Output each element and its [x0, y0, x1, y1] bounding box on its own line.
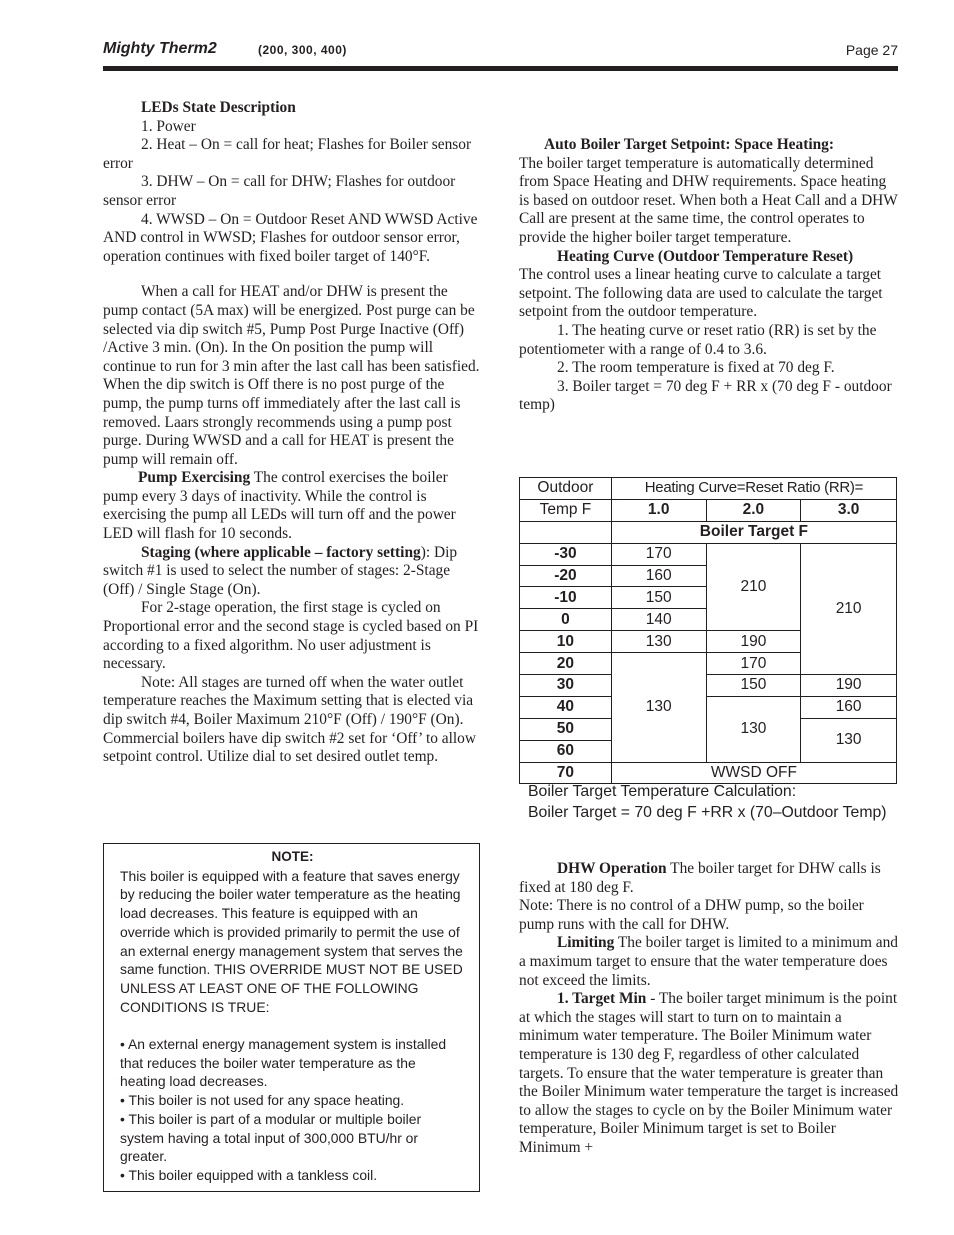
- outdoor-temp: -20: [520, 565, 612, 587]
- pump-exercising-heading: Pump Exercising: [138, 469, 251, 487]
- table-cell: 210: [801, 543, 897, 674]
- target-min-text: - The boiler target minimum is the point at which the stages will start to turn on to maintain a minimum water temperature. The Boiler Minimum water temperature is 130 deg F, regardless of other calculated targets. To ensure that the water temperature is greater than the Boiler Minimum water temperature the target is increased to allow the stages to cycle on by the Boiler Minimum water temperature, Boiler Minimum target is set to Boiler Minimum +: [519, 990, 899, 1156]
- calc-formula: Boiler Target = 70 deg F +RR x (70–Outdoor Temp): [528, 803, 887, 821]
- list-item: • This boiler equipped with a tankless coil.: [120, 1166, 378, 1183]
- pump-exercising-paragraph: [103, 469, 483, 543]
- curve-item-2: 2. The room temperature is fixed at 70 deg F.: [557, 359, 835, 377]
- curve-item-3: 3. Boiler target = 70 deg F + RR x (70 deg F - outdoor temp): [519, 377, 892, 414]
- note-box: [103, 843, 480, 1192]
- dhw-heading: DHW Operation: [557, 860, 667, 877]
- table-cell: 210: [706, 543, 801, 631]
- list-item: • This boiler is not used for any space heating.: [120, 1092, 405, 1109]
- dhw-note: Note: There is no control of a DHW pump, so the boiler pump runs with the call for DHW.: [519, 897, 864, 933]
- table-cell: 130: [801, 718, 897, 762]
- outdoor-temp: 0: [520, 609, 612, 631]
- rr-value: 3.0: [801, 499, 897, 521]
- limiting-heading: Limiting: [557, 934, 615, 952]
- table-cell: 170: [611, 543, 706, 565]
- max-note-paragraph: Note: All stages are turned off when the water outlet temperature reaches the Maximum setting that is elected via dip switch #4, Boiler Maximum 210°F (Off) / 190°F (On). Commercial boilers have dip switch #2 set for ‘Off’ to allow setpoint control. Utilize dial to set desired outlet temp.: [103, 673, 476, 766]
- two-stage-paragraph: For 2-stage operation, the first stage is cycled on Proportional error and the second stage is cycled based on PI according to a fixed algorithm. No user adjustment is necessary.: [103, 599, 479, 673]
- table-cell: 140: [611, 609, 706, 631]
- calc-title: Boiler Target Temperature Calculation:: [528, 783, 797, 800]
- led-item-heat: 2. Heat – On = call for heat; Flashes for Boiler sensor error: [103, 136, 472, 172]
- target-min-heading: 1. Target Min: [557, 990, 647, 1008]
- curve-item-1: 1. The heating curve or reset ratio (RR) is set by the potentiometer with a range of 0.4 to 3.6.: [519, 321, 877, 358]
- auto-target-heading: Auto Boiler Target Setpoint: Space Heating:: [544, 136, 834, 153]
- table-cell: 130: [706, 696, 801, 762]
- led-item-dhw: 3. DHW – On = call for DHW; Flashes for outdoor sensor error: [103, 173, 456, 209]
- table-cell: 190: [801, 675, 897, 697]
- wwsd-cell: WWSD OFF: [611, 762, 896, 784]
- table-header-target: Boiler Target F: [611, 521, 896, 543]
- outdoor-temp: 70: [520, 762, 612, 784]
- right-column: [519, 136, 899, 415]
- staging-heading: Staging (where applicable – factory setting: [141, 543, 421, 561]
- target-min-paragraph: [519, 990, 899, 1157]
- staging-paragraph: [103, 544, 483, 600]
- pump-paragraph: When a call for HEAT and/or DHW is present the pump contact (5A max) will be energized. Post purge can be selected via dip switch #5, Pump Post Purge Inactive (Off) /Active 3 min. (On). In the On position the pump will continue to run for 3 min after the last call has been satisfied. When the dip switch is Off there is no post purge of the pump, the pump turns off immediately after the last call is removed. Laars strongly recommends using a pump post purge. During WWSD and a call for HEAT is present the pump will remain off.: [103, 283, 480, 468]
- rr-value: 2.0: [706, 499, 801, 521]
- dhw-text: The boiler target for DHW calls is fixed at 180 deg F.: [519, 860, 881, 896]
- table-header-outdoor: Outdoor: [520, 478, 612, 500]
- table-cell: 150: [706, 675, 801, 697]
- note-conditions-list: [120, 1035, 465, 1185]
- outdoor-temp: 30: [520, 675, 612, 697]
- heating-curve-heading: Heating Curve (Outdoor Temperature Reset): [557, 247, 854, 265]
- note-title: NOTE:: [271, 849, 314, 864]
- document-title: Mighty Therm2: [103, 40, 217, 57]
- table-cell: 170: [706, 653, 801, 675]
- heating-curve-text: The control uses a linear heating curve to calculate a target setpoint. The following data are used to calculate the target setpoint from the outdoor temperature.: [519, 266, 883, 321]
- outdoor-temp: 50: [520, 718, 612, 740]
- rr-value: 1.0: [611, 499, 706, 521]
- table-cell: 160: [801, 696, 897, 718]
- pump-exercising-text: The control exercises the boiler pump every 3 days of inactivity. While the control is exercising the pump all LEDs will turn off and the power LED will flash for 10 seconds.: [103, 469, 456, 543]
- table-cell: 190: [706, 631, 801, 653]
- target-calculation: [528, 782, 893, 823]
- leds-heading: LEDs State Description: [141, 99, 296, 116]
- auto-target-text: The boiler target temperature is automatically determined from Space Heating and DHW requirements. Space heating is based on outdoor reset. When both a Heat Call and a DHW Call are present at the same time, the control operates to provide the higher boiler target temperature.: [519, 154, 898, 246]
- list-item: • This boiler is part of a modular or multiple boiler system having a total input of 300,000 BTU/hr or greater.: [120, 1110, 422, 1165]
- staging-text: ): Dip switch #1 is used to select the number of stages: 2-Stage (Off) / Single Stage (On).: [103, 543, 458, 598]
- header-rule: [103, 66, 898, 71]
- outdoor-temp: 10: [520, 631, 612, 653]
- note-body: This boiler is equipped with a feature that saves energy by reducing the boiler water temperature as the heating load decreases. This feature is equipped with an override which is provided primarily to permit the use of an external energy management system that serves the same function. THIS OVERRIDE MUST NOT BE USED UNLESS AT LEAST ONE OF THE FOLLOWING CONDITIONS IS TRUE:: [120, 867, 463, 1015]
- table-cell: 160: [611, 565, 706, 587]
- table-cell: 130: [611, 653, 706, 762]
- page-header: [103, 40, 898, 64]
- outdoor-temp: 20: [520, 653, 612, 675]
- page-number: Page 27: [845, 42, 898, 58]
- table-cell: 130: [611, 631, 706, 653]
- reset-ratio-table: [519, 477, 897, 784]
- dhw-paragraph: [519, 860, 899, 897]
- outdoor-temp: -30: [520, 543, 612, 565]
- table-header-temp: Temp F: [520, 499, 612, 521]
- table-header-curve: Heating Curve=Reset Ratio (RR)=: [611, 478, 896, 500]
- outdoor-temp: 40: [520, 696, 612, 718]
- right-column-lower: [519, 860, 899, 1158]
- led-item-wwsd: 4. WWSD – On = Outdoor Reset AND WWSD Active AND control in WWSD; Flashes for outdoor sensor error, operation continues with fixed boiler target of 140°F.: [103, 210, 478, 265]
- led-item-power: 1. Power: [141, 117, 196, 135]
- outdoor-temp: -10: [520, 587, 612, 609]
- list-item: • An external energy management system is installed that reduces the boiler water temperature as the heating load decreases.: [120, 1036, 447, 1090]
- limiting-paragraph: [519, 934, 899, 990]
- outdoor-temp: 60: [520, 740, 612, 762]
- limiting-text: The boiler target is limited to a minimum and a maximum target to ensure that the water temperature does not exceed the limits.: [519, 934, 898, 989]
- table-cell: 150: [611, 587, 706, 609]
- model-numbers: (200, 300, 400): [258, 43, 347, 57]
- left-column: [103, 99, 483, 767]
